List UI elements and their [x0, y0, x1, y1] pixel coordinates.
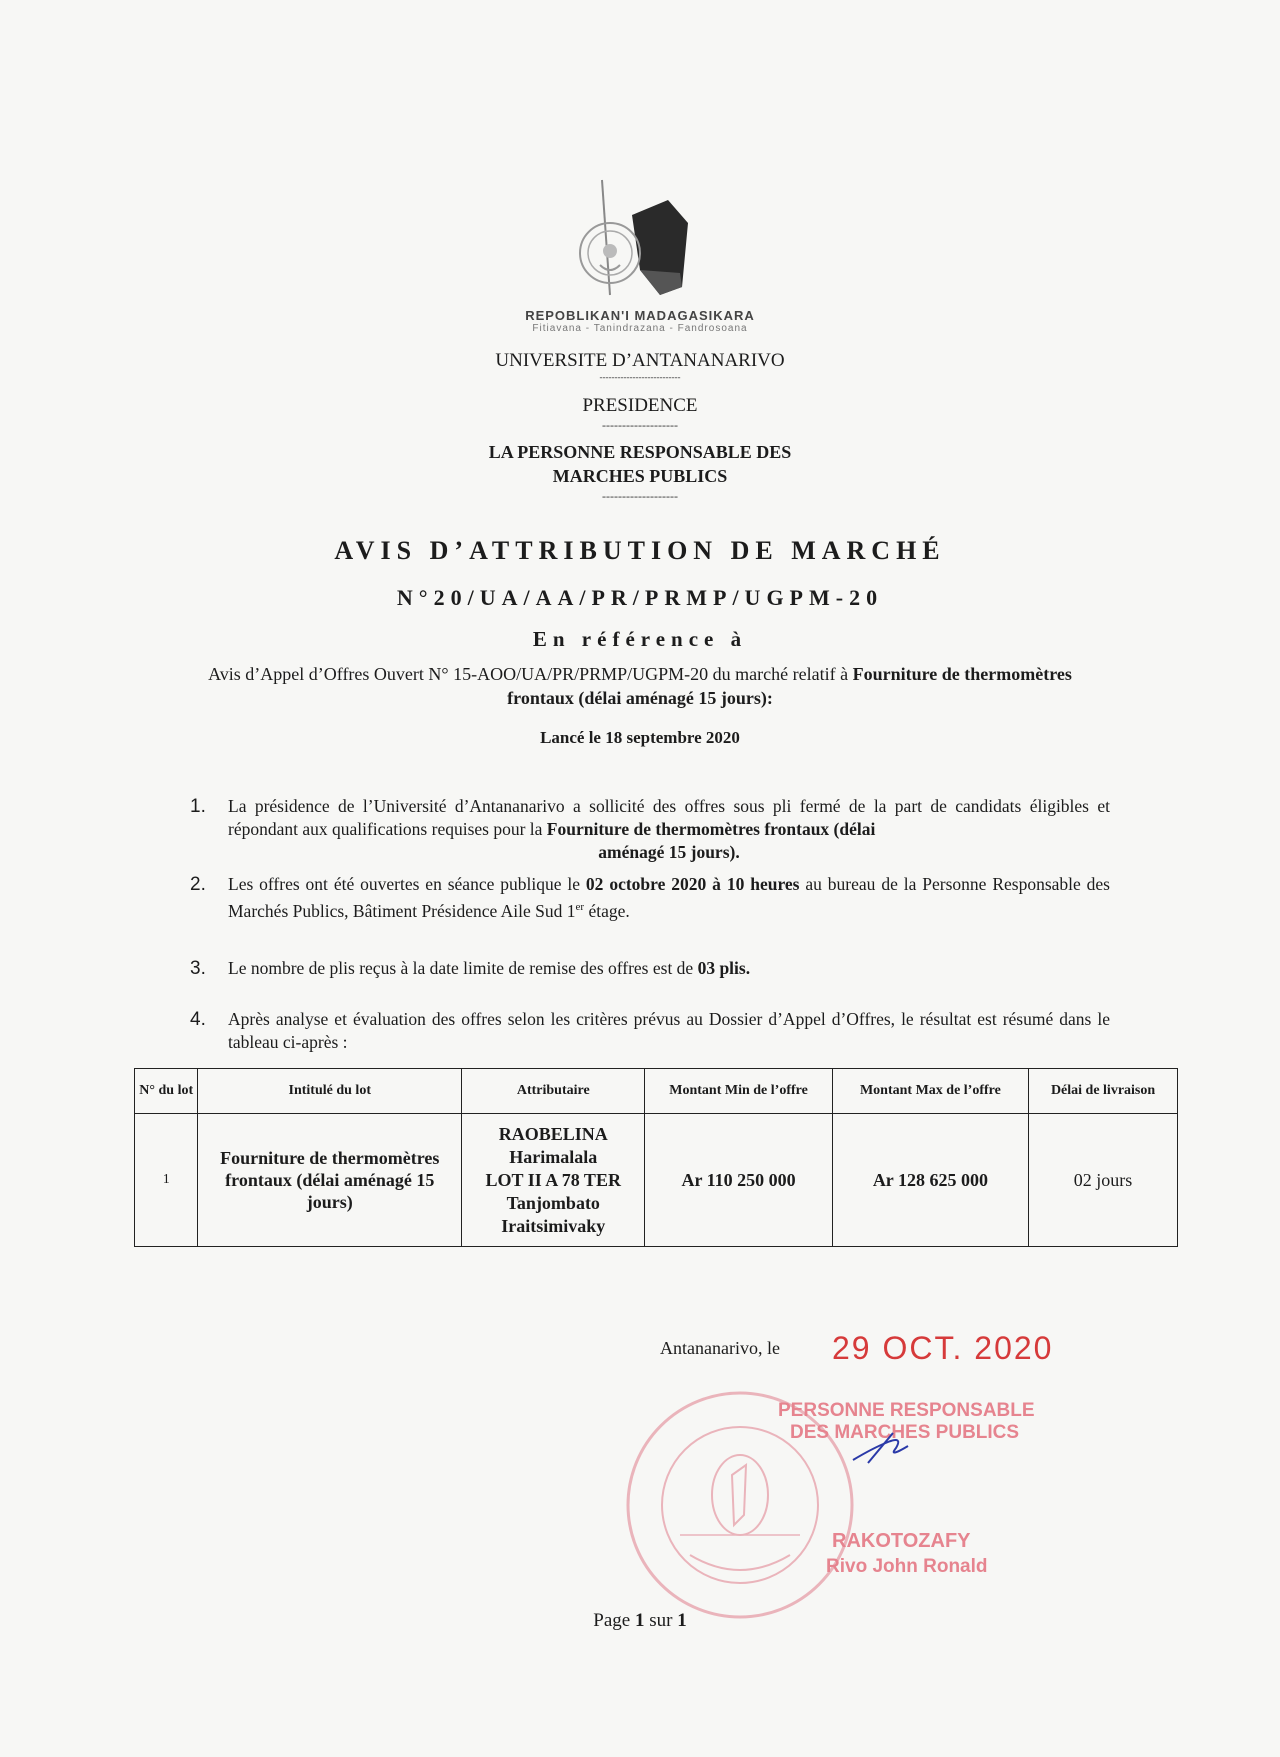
- table-header: Délai de livraison: [1029, 1069, 1178, 1114]
- document-title: AVIS D’ATTRIBUTION DE MARCHÉ: [334, 536, 946, 565]
- awardee: RAOBELINA Harimalala LOT II A 78 TER Tanjombato Iraitsimivaky: [462, 1114, 645, 1247]
- list-item: 3. Le nombre de plis reçus à la date limite de remise des offres est de 03 plis.: [190, 958, 751, 979]
- max-amount: Ar 128 625 000: [832, 1114, 1028, 1247]
- reference-heading: En référence à: [532, 627, 748, 651]
- launch-date: Lancé le 18 septembre 2020: [540, 728, 740, 747]
- min-amount: Ar 110 250 000: [645, 1114, 832, 1247]
- separator: -------------------: [602, 489, 678, 503]
- prmp-line-2: MARCHES PUBLICS: [552, 466, 728, 486]
- list-item: 2. Les offres ont été ouvertes en séance publique le 02 octobre 2020 à 10 heures au bureau de la Personne Responsable des Marchés Publics, Bâtiment Présidence Aile Sud 1er étage.: [190, 874, 1110, 921]
- university-name: UNIVERSITE D’ANTANANARIVO: [495, 350, 785, 371]
- table-header: Intitulé du lot: [198, 1069, 462, 1114]
- table-header: Montant Min de l’offre: [645, 1069, 832, 1114]
- table-header: Montant Max de l’offre: [832, 1069, 1028, 1114]
- lot-title: Fourniture de thermomètres frontaux (délai aménagé 15 jours): [198, 1114, 462, 1247]
- item-number: 3.: [190, 958, 206, 979]
- signature-icon: [848, 1428, 918, 1468]
- signatory-name: RAKOTOZAFY: [832, 1530, 971, 1552]
- table-header: N° du lot: [135, 1069, 198, 1114]
- reference-text: Avis d’Appel d’Offres Ouvert N° 15-AOO/UA/PR/PRMP/UGPM-20 du marché relatif à Fourniture de thermomètres frontaux (délai aménagé 15 jours):: [208, 664, 1072, 708]
- republic-name: REPOBLIKAN'I MADAGASIKARA: [525, 308, 755, 323]
- republic-motto: Fitiavana - Tanindrazana - Fandrosoana: [532, 323, 748, 334]
- page-number: Page 1 sur 1: [593, 1610, 687, 1631]
- table-header: Attributaire: [462, 1069, 645, 1114]
- stamp-line-1: PERSONNE RESPONSABLE: [778, 1400, 1035, 1421]
- list-item: 1. La présidence de l’Université d’Antananarivo a sollicité des offres sous pli fermé de la part de candidats éligibles et répondant aux qualifications requises pour la Fourniture de thermomètres frontaux (délai aménagé 15 jours).: [190, 796, 1110, 862]
- table-header-row: [135, 1069, 1178, 1114]
- prmp-line-1: LA PERSONNE RESPONSABLE DES: [488, 442, 792, 462]
- item-number: 4.: [190, 1009, 206, 1030]
- presidence-label: PRESIDENCE: [582, 395, 698, 416]
- document-number: N°20/UA/AA/PR/PRMP/UGPM-20: [396, 585, 884, 610]
- stamp-line-2: DES MARCHES PUBLICS: [790, 1422, 1020, 1443]
- reference-subject: Fourniture de thermomètres frontaux (délai aménagé 15 jours):: [507, 664, 1072, 708]
- list-item: 4. Après analyse et évaluation des offres selon les critères prévus au Dossier d’Appel d’Offres, le résultat est résumé dans le tableau ci-après :: [190, 1009, 1110, 1052]
- signature-place: Antananarivo, le: [660, 1338, 780, 1358]
- separator: -------------------: [602, 418, 678, 432]
- delivery-delay: 02 jours: [1029, 1114, 1178, 1247]
- item-number: 1.: [190, 796, 206, 817]
- signatory-first-names: Rivo John Ronald: [826, 1556, 988, 1577]
- lot-number: 1: [135, 1114, 198, 1247]
- date-stamp: 29 OCT. 2020: [832, 1330, 1054, 1366]
- item-number: 2.: [190, 874, 206, 895]
- table-row: [135, 1114, 1178, 1247]
- results-table: [134, 1068, 1178, 1247]
- separator: ---------------------------: [599, 372, 681, 382]
